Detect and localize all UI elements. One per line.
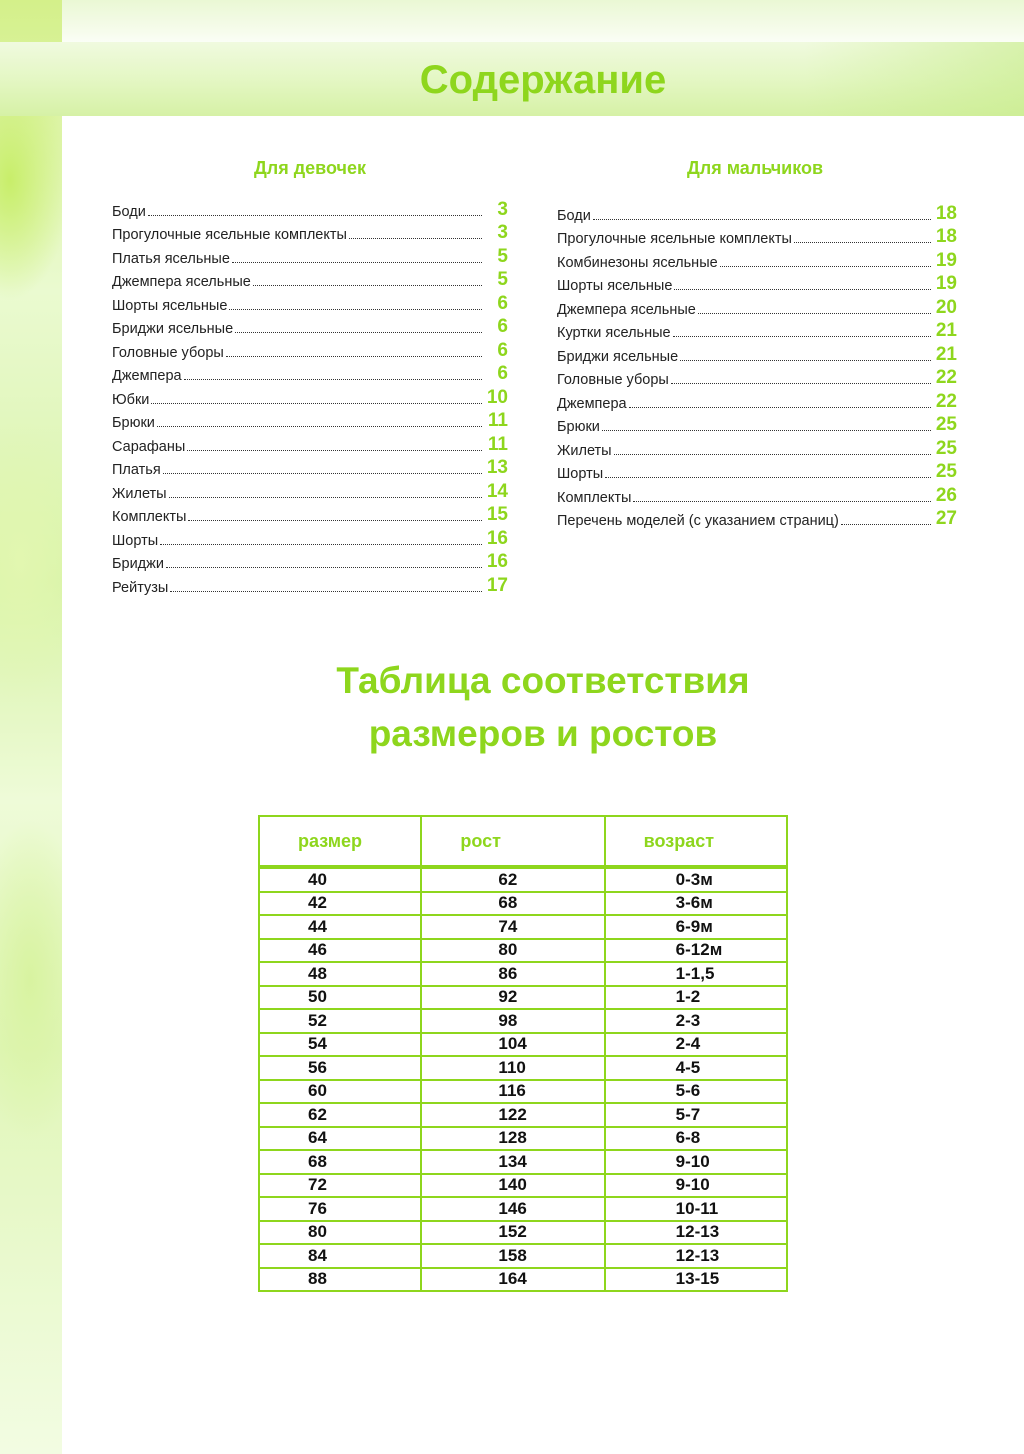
toc-item xyxy=(557,412,957,436)
toc-leader-dots xyxy=(593,219,931,220)
table-row xyxy=(259,892,787,916)
toc-leader-dots xyxy=(163,473,482,474)
toc-item xyxy=(112,502,508,526)
toc-item-label: Головные уборы xyxy=(112,344,224,361)
toc-item-page: 13 xyxy=(486,457,508,478)
table-row xyxy=(259,1056,787,1080)
cell-size: 46 xyxy=(259,939,421,963)
toc-item-label: Юбки xyxy=(112,391,150,408)
toc-item xyxy=(557,247,957,271)
cell-size: 60 xyxy=(259,1080,421,1104)
toc-item-page: 22 xyxy=(935,390,957,412)
toc-item-label: Прогулочные ясельные комплекты xyxy=(112,227,347,243)
cell-age: 0-3м xyxy=(605,867,787,892)
toc-item-label: Перечень моделей (с указанием страниц) xyxy=(557,513,839,529)
toc-item-page: 27 xyxy=(935,508,957,529)
cell-age: 6-12м xyxy=(605,939,787,963)
toc-item-label: Джемпера ясельные xyxy=(557,301,696,318)
toc-leader-dots xyxy=(629,407,931,408)
toc-item xyxy=(112,384,508,408)
toc-leader-dots xyxy=(680,360,931,361)
toc-item xyxy=(557,294,957,318)
toc-leader-dots xyxy=(157,426,482,427)
toc-item-page: 5 xyxy=(497,269,508,290)
cell-height: 80 xyxy=(421,939,604,963)
toc-item-page: 14 xyxy=(486,480,508,502)
table-row xyxy=(259,1197,787,1221)
toc-item-label: Комплекты xyxy=(557,489,632,506)
toc-leader-dots xyxy=(614,454,931,455)
table-row xyxy=(259,939,787,963)
header-size: размер xyxy=(259,816,421,867)
toc-item xyxy=(557,318,957,342)
decorative-leaf-background xyxy=(0,0,62,1454)
cell-size: 42 xyxy=(259,892,421,916)
toc-leader-dots xyxy=(671,383,931,384)
toc-item-label: Комбинезоны ясельные xyxy=(557,254,718,271)
toc-leader-dots xyxy=(170,591,482,592)
cell-height: 74 xyxy=(421,915,604,939)
toc-leader-dots xyxy=(226,356,482,357)
cell-age: 2-3 xyxy=(605,1009,787,1033)
toc-item-page: 10 xyxy=(486,386,508,408)
cell-height: 122 xyxy=(421,1103,604,1127)
toc-leader-dots xyxy=(253,285,482,286)
cell-height: 128 xyxy=(421,1127,604,1151)
toc-item-label: Прогулочные ясельные комплекты xyxy=(557,231,792,247)
cell-height: 146 xyxy=(421,1197,604,1221)
toc-item-page: 18 xyxy=(935,226,957,247)
toc-item xyxy=(557,506,957,530)
toc-item xyxy=(112,361,508,385)
toc-item-label: Жилеты xyxy=(112,485,167,502)
toc-item-label: Сарафаны xyxy=(112,438,186,455)
toc-item-label: Жилеты xyxy=(557,442,612,459)
toc-item-label: Шорты xyxy=(557,466,604,482)
toc-leader-dots xyxy=(602,430,931,431)
table-row xyxy=(259,1174,787,1198)
cell-age: 4-5 xyxy=(605,1056,787,1080)
toc-item-page: 25 xyxy=(935,414,957,435)
table-row xyxy=(259,1150,787,1174)
toc-item xyxy=(112,243,508,267)
toc-item xyxy=(112,220,508,244)
toc-item xyxy=(557,435,957,459)
cell-age: 5-6 xyxy=(605,1080,787,1104)
toc-leader-dots xyxy=(166,567,482,568)
girls-toc-list xyxy=(112,196,508,596)
toc-leader-dots xyxy=(229,309,482,310)
cell-height: 152 xyxy=(421,1221,604,1245)
cell-size: 40 xyxy=(259,867,421,892)
cell-size: 68 xyxy=(259,1150,421,1174)
cell-height: 110 xyxy=(421,1056,604,1080)
toc-leader-dots xyxy=(232,262,482,263)
toc-item xyxy=(112,572,508,596)
toc-item xyxy=(112,290,508,314)
toc-leader-dots xyxy=(720,266,931,267)
size-table xyxy=(258,815,788,1292)
toc-item-label: Боди xyxy=(112,203,146,220)
size-table-title-line1: Таблица соответствия xyxy=(336,660,750,701)
table-row xyxy=(259,1268,787,1292)
toc-item-page: 19 xyxy=(935,273,957,294)
toc-leader-dots xyxy=(160,544,482,545)
toc-item-label: Шорты xyxy=(112,532,159,549)
cell-age: 9-10 xyxy=(605,1150,787,1174)
toc-item-label: Платья ясельные xyxy=(112,250,230,267)
cell-size: 72 xyxy=(259,1174,421,1198)
cell-size: 88 xyxy=(259,1268,421,1292)
toc-leader-dots xyxy=(794,242,931,243)
toc-item-page: 21 xyxy=(935,343,957,365)
cell-size: 62 xyxy=(259,1103,421,1127)
toc-item-page: 5 xyxy=(497,245,508,267)
cell-height: 62 xyxy=(421,867,604,892)
cell-height: 116 xyxy=(421,1080,604,1104)
cell-height: 158 xyxy=(421,1244,604,1268)
cell-age: 13-15 xyxy=(605,1268,787,1292)
toc-leader-dots xyxy=(187,450,482,451)
toc-item-label: Джемпера xyxy=(557,395,627,412)
table-row xyxy=(259,1244,787,1268)
toc-item-page: 6 xyxy=(497,339,508,361)
toc-item-label: Бриджи ясельные xyxy=(112,321,234,337)
toc-leader-dots xyxy=(349,238,482,239)
toc-item-page: 11 xyxy=(487,433,508,455)
toc-item xyxy=(557,482,957,506)
cell-height: 164 xyxy=(421,1268,604,1292)
toc-item-page: 3 xyxy=(497,198,508,220)
toc-item-page: 17 xyxy=(486,574,508,596)
toc-item xyxy=(557,224,957,248)
toc-leader-dots xyxy=(674,289,931,290)
toc-item-label: Боди xyxy=(557,207,591,224)
toc-item-label: Платья xyxy=(112,462,161,478)
cell-age: 2-4 xyxy=(605,1033,787,1057)
toc-item xyxy=(112,431,508,455)
toc-item-label: Джемпера ясельные xyxy=(112,274,251,290)
toc-item xyxy=(112,549,508,573)
toc-item-page: 16 xyxy=(486,551,508,572)
cell-age: 5-7 xyxy=(605,1103,787,1127)
toc-item-page: 20 xyxy=(935,296,957,318)
toc-item-page: 18 xyxy=(935,202,957,224)
cell-age: 10-11 xyxy=(605,1197,787,1221)
cell-height: 98 xyxy=(421,1009,604,1033)
table-row xyxy=(259,1103,787,1127)
cell-size: 64 xyxy=(259,1127,421,1151)
table-row xyxy=(259,915,787,939)
cell-size: 48 xyxy=(259,962,421,986)
toc-leader-dots xyxy=(169,497,482,498)
table-row xyxy=(259,1009,787,1033)
size-table-header-row xyxy=(259,816,787,867)
toc-item-label: Бриджи xyxy=(112,556,164,572)
cell-height: 68 xyxy=(421,892,604,916)
toc-item-page: 25 xyxy=(935,461,957,482)
table-row xyxy=(259,1221,787,1245)
cell-age: 9-10 xyxy=(605,1174,787,1198)
table-row xyxy=(259,986,787,1010)
cell-size: 56 xyxy=(259,1056,421,1080)
toc-leader-dots xyxy=(673,336,931,337)
cell-size: 76 xyxy=(259,1197,421,1221)
cell-size: 84 xyxy=(259,1244,421,1268)
boys-section-heading: Для мальчиков xyxy=(686,158,824,178)
toc-item xyxy=(112,196,508,220)
cell-height: 86 xyxy=(421,962,604,986)
cell-size: 52 xyxy=(259,1009,421,1033)
toc-item xyxy=(112,408,508,432)
toc-item xyxy=(112,455,508,479)
toc-item xyxy=(557,341,957,365)
toc-leader-dots xyxy=(235,332,482,333)
toc-item-label: Головные уборы xyxy=(557,372,669,388)
cell-height: 92 xyxy=(421,986,604,1010)
toc-item-label: Шорты ясельные xyxy=(112,297,228,314)
toc-item xyxy=(557,200,957,224)
cell-size: 80 xyxy=(259,1221,421,1245)
toc-leader-dots xyxy=(184,379,482,380)
toc-item-page: 6 xyxy=(497,363,508,384)
table-row xyxy=(259,867,787,892)
toc-item-page: 3 xyxy=(497,222,508,243)
cell-height: 104 xyxy=(421,1033,604,1057)
cell-age: 3-6м xyxy=(605,892,787,916)
toc-item xyxy=(557,271,957,295)
toc-item-page: 25 xyxy=(935,437,957,459)
toc-leader-dots xyxy=(605,477,931,478)
cell-size: 50 xyxy=(259,986,421,1010)
toc-item-page: 11 xyxy=(487,410,508,431)
toc-leader-dots xyxy=(148,215,482,216)
cell-age: 12-13 xyxy=(605,1244,787,1268)
cell-size: 54 xyxy=(259,1033,421,1057)
cell-age: 1-1,5 xyxy=(605,962,787,986)
toc-item-page: 6 xyxy=(497,292,508,314)
toc-item-label: Брюки xyxy=(112,415,155,431)
header-age: возраст xyxy=(605,816,787,867)
page-title: Содержание xyxy=(419,58,667,102)
toc-item-page: 22 xyxy=(935,367,957,388)
toc-item-label: Куртки ясельные xyxy=(557,325,671,341)
toc-item-page: 6 xyxy=(497,316,508,337)
table-row xyxy=(259,1127,787,1151)
toc-item xyxy=(112,337,508,361)
toc-item-page: 26 xyxy=(935,484,957,506)
cell-age: 1-2 xyxy=(605,986,787,1010)
toc-leader-dots xyxy=(633,501,931,502)
toc-item-label: Бриджи ясельные xyxy=(557,348,679,365)
cell-size: 44 xyxy=(259,915,421,939)
toc-item-page: 19 xyxy=(935,249,957,271)
toc-item xyxy=(112,314,508,338)
toc-item xyxy=(557,459,957,483)
table-row xyxy=(259,962,787,986)
cell-height: 140 xyxy=(421,1174,604,1198)
toc-item xyxy=(112,267,508,291)
toc-item-label: Брюки xyxy=(557,419,600,435)
toc-item xyxy=(112,525,508,549)
cell-age: 6-9м xyxy=(605,915,787,939)
boys-toc-list xyxy=(557,200,957,529)
toc-leader-dots xyxy=(151,403,482,404)
toc-leader-dots xyxy=(698,313,931,314)
toc-item-label: Рейтузы xyxy=(112,579,169,596)
cell-height: 134 xyxy=(421,1150,604,1174)
toc-leader-dots xyxy=(188,520,482,521)
toc-item xyxy=(557,388,957,412)
toc-leader-dots xyxy=(841,524,931,525)
girls-section-heading: Для девочек xyxy=(253,158,367,178)
size-table-title-line2: размеров и ростов xyxy=(368,713,718,754)
cell-age: 12-13 xyxy=(605,1221,787,1245)
toc-item-label: Джемпера xyxy=(112,368,182,384)
toc-item-page: 16 xyxy=(486,527,508,549)
size-table-title xyxy=(62,654,1024,760)
toc-item-page: 15 xyxy=(486,504,508,525)
toc-item-page: 21 xyxy=(935,320,957,341)
toc-item xyxy=(112,478,508,502)
table-row xyxy=(259,1080,787,1104)
toc-item-label: Шорты ясельные xyxy=(557,278,673,294)
toc-item xyxy=(557,365,957,389)
toc-item-label: Комплекты xyxy=(112,509,187,525)
header-height: рост xyxy=(421,816,604,867)
table-row xyxy=(259,1033,787,1057)
cell-age: 6-8 xyxy=(605,1127,787,1151)
